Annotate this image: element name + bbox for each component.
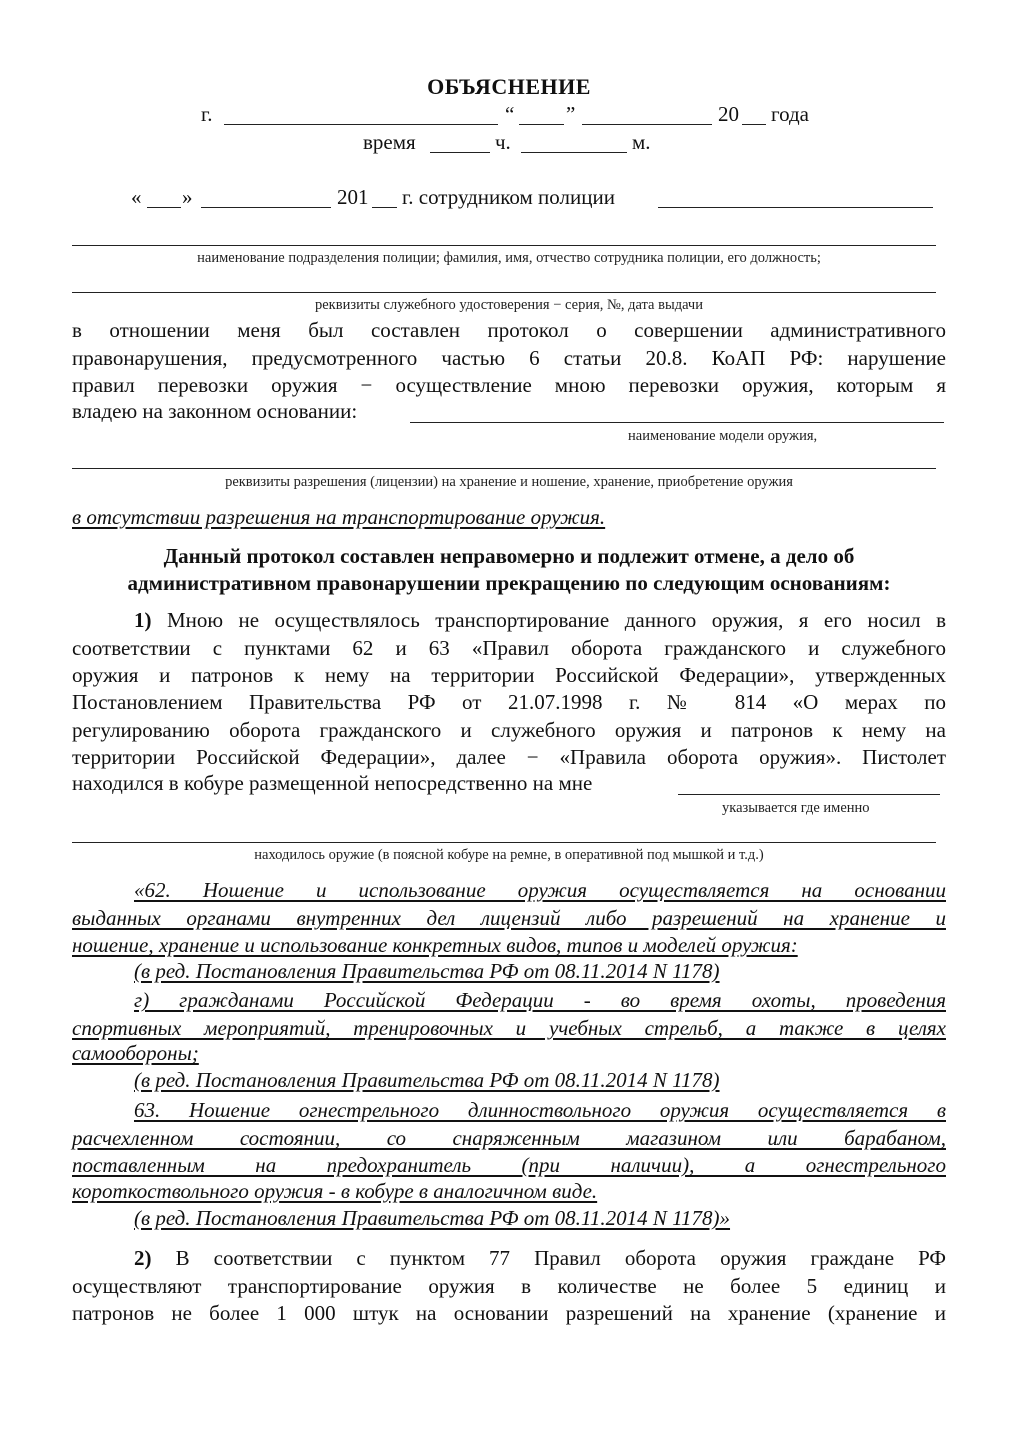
minute-blank [521,152,627,153]
quote-g-line-2: спортивных мероприятий, тренировочных и учебных стрельб, а также в целях [72,1016,946,1040]
point1-number: 1) [134,608,152,632]
year-201-blank [372,207,397,208]
caption-where: указывается где именно [722,800,870,816]
officer-info-line [72,245,936,246]
quote-g-line-1: г) гражданами Российской Федерации - во время охоты, проведения [134,988,946,1012]
point2-line-3: патронов не более 1 000 штук на основании разрешений на хранение (хранение и [72,1301,946,1325]
quote-63-line-3: поставленным на предохранитель (при наличии), а огнестрельного [72,1153,946,1177]
intro-line-3: правил перевозки оружия − осуществление мною перевозки оружия, которым я [72,373,946,397]
caption-permit: реквизиты разрешения (лицензии) на хранение и ношение, хранение, приобретение оружия [225,474,793,490]
heading-line-1: Данный протокол составлен неправомерно и подлежит отмене, а дело об [163,544,855,568]
quote-close: ” [566,102,576,126]
intro-line-2: правонарушения, предусмотренного частью 6 статьи 20.8. КоАП РФ: нарушение [72,346,946,370]
quote-edit-2: (в ред. Постановления Правительства РФ от 08.11.2014 N 1178) [134,1068,720,1092]
caption-certificate: реквизиты служебного удостоверения − серия, №, дата выдачи [315,297,703,313]
quote-62-line-2: выданных органами внутренних дел лицензий либо разрешений на хранение и [72,906,946,930]
violation-text: в отсутствии разрешения на транспортирование оружия. [72,505,606,529]
carry-method-line [72,842,936,843]
date-month-blank [201,207,331,208]
caption-weapon-model: наименование модели оружия, [628,428,818,444]
document-title: ОБЪЯСНЕНИЕ [427,74,591,99]
point2-first-line [134,1244,946,1272]
point1-line-5: регулированию оборота гражданского и служебного оружия и патронов к нему на [72,718,946,742]
intro-last-line: владею на законном основании: [72,399,358,423]
quote-62-line-1: «62. Ношение и использование оружия осуществляется на основании [134,878,946,902]
hour-blank [430,152,490,153]
heading-line-2: административном правонарушении прекращению по следующим основаниям: [127,571,891,595]
date-close: » [182,185,193,209]
time-label: время [363,130,416,154]
point1-first-line [134,606,946,634]
point2-first-text: В соответствии с пунктом 77 Правил оборота оружия граждане РФ [175,1246,946,1270]
point1-line-4: Постановлением Правительства РФ от 21.07.1998 г. № 814 «О мерах по [72,690,946,714]
city-blank [224,124,498,125]
quote-open: “ [505,102,515,126]
quote-63-line-1: 63. Ношение огнестрельного длинноствольного оружия осуществляется в [134,1098,946,1122]
quote-63-line-2: расчехленном состоянии, со снаряженным магазином или барабаном, [72,1126,946,1150]
minute-label: м. [632,130,651,154]
point1-first-text: Мною не осуществлялось транспортирование данного оружия, я его носил в [166,608,946,632]
point2-number: 2) [134,1246,152,1270]
quote-62-last-line: ношение, хранение и использование конкретных видов, типов и моделей оружия: [72,933,798,957]
quote-63-last-line: короткоствольного оружия - в кобуре в аналогичном виде. [72,1179,598,1203]
caption-carry-method: находилось оружие (в поясной кобуре на ремне, в оперативной под мышкой и т.д.) [254,847,764,863]
year-201: 201 [337,185,369,209]
city-prefix: г. [201,102,213,126]
weapon-model-blank [410,422,944,423]
point1-line-3: оружия и патронов к нему на территории Российской Федерации», утвержденных [72,663,946,687]
officer-label: г. сотрудником полиции [402,185,615,209]
certificate-line [72,292,936,293]
year-blank [742,124,766,125]
quote-edit-3: (в ред. Постановления Правительства РФ от 08.11.2014 N 1178)» [134,1206,731,1230]
where-blank [678,794,940,795]
officer-blank [658,207,933,208]
point1-line-2: соответствии с пунктами 62 и 63 «Правил оборота гражданского и служебного [72,636,946,660]
day-blank [519,124,564,125]
month-blank [582,124,712,125]
date-day-blank [147,207,181,208]
point2-line-2: осуществляют транспортирование оружия в количестве не более 5 единиц и [72,1274,946,1298]
permit-line [72,468,936,469]
quote-g-last-line: самообороны; [72,1041,199,1065]
intro-line-1: в отношении меня был составлен протокол о совершении административного [72,318,946,342]
caption-officer-info: наименование подразделения полиции; фамилия, имя, отчество сотрудника полиции, его должность; [197,250,821,266]
year-prefix: 20 [718,102,739,126]
year-suffix: года [771,102,809,126]
point1-line-6: территории Российской Федерации», далее − «Правила оборота оружия». Пистолет [72,745,946,769]
quote-edit-1: (в ред. Постановления Правительства РФ от 08.11.2014 N 1178) [134,959,720,983]
date-open: « [131,185,142,209]
point1-last-line: находился в кобуре размещенной непосредственно на мне [72,771,593,795]
hour-label: ч. [495,130,511,154]
